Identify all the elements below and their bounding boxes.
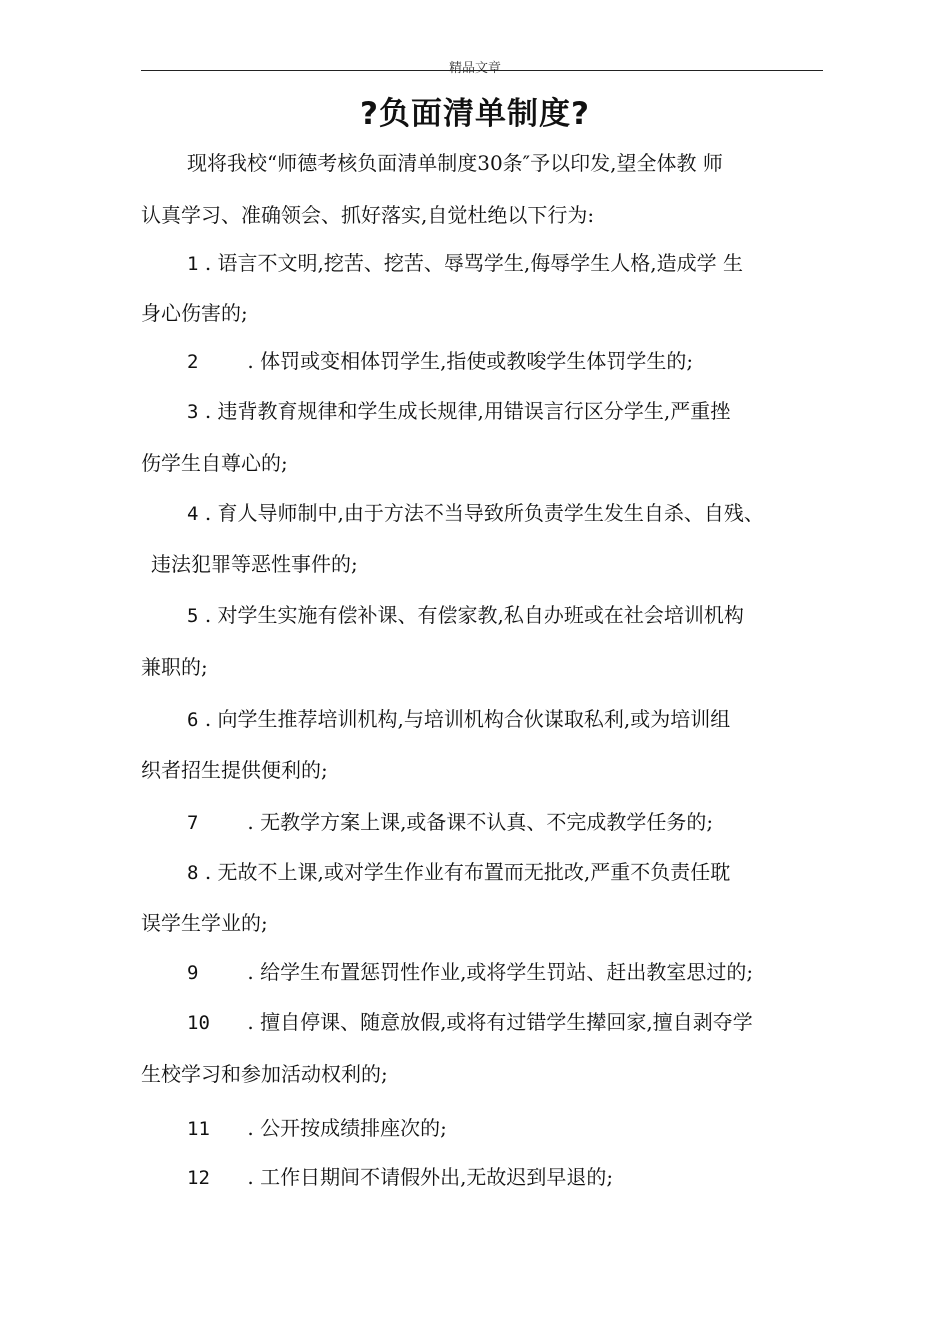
intro-line-1: 现将我校“师德考核负面清单制度30条″予以印发,望全体教 师	[187, 151, 723, 175]
item-text: . 无教学方案上课,或备课不认真、不完成教学任务的;	[247, 810, 714, 834]
item-number: 2	[187, 351, 199, 373]
list-item-7	[187, 809, 713, 836]
list-item-1	[187, 250, 743, 277]
list-item-4-cont: 违法犯罪等恶性事件的;	[151, 552, 358, 576]
list-item-11	[187, 1115, 447, 1142]
list-item-2	[187, 348, 693, 375]
item-text: . 给学生布置惩罚性作业,或将学生罚站、赶出教室思过的;	[247, 960, 754, 984]
list-item-3	[187, 398, 730, 425]
list-item-8	[187, 859, 730, 886]
item-number: 6	[187, 709, 199, 731]
item-text: . 无故不上课,或对学生作业有布置而无批改,严重不负责任耽	[204, 860, 731, 884]
item-text: . 对学生实施有偿补课、有偿家教,私自办班或在社会培训机构	[204, 603, 744, 627]
item-text: . 语言不文明,挖苦、挖苦、辱骂学生,侮辱学生人格,造成学 生	[204, 251, 743, 275]
item-number: 11	[187, 1118, 210, 1140]
list-item-5	[187, 602, 744, 629]
list-item-4	[187, 500, 764, 527]
list-item-8-cont: 误学生学业的;	[141, 911, 268, 935]
list-item-9	[187, 959, 753, 986]
item-number: 4	[187, 503, 199, 525]
item-number: 9	[187, 962, 199, 984]
list-item-10-cont: 生校学习和参加活动权利的;	[141, 1062, 388, 1086]
item-text: . 工作日期间不请假外出,无故迟到早退的;	[247, 1165, 614, 1189]
document-title: ?负面清单制度?	[360, 96, 590, 132]
item-text: . 体罚或变相体罚学生,指使或教唆学生体罚学生的;	[247, 349, 694, 373]
item-number: 7	[187, 812, 199, 834]
intro-line-2: 认真学习、准确领会、抓好落实,自觉杜绝以下行为:	[141, 203, 595, 227]
header-divider	[141, 70, 823, 71]
list-item-3-cont: 伤学生自尊心的;	[141, 451, 288, 475]
item-number: 8	[187, 862, 199, 884]
item-number: 10	[187, 1012, 210, 1034]
item-text: . 公开按成绩排座次的;	[247, 1116, 447, 1140]
item-number: 12	[187, 1167, 210, 1189]
page-header-text: 精品文章	[448, 61, 501, 76]
item-text: . 违背教育规律和学生成长规律,用错误言行区分学生,严重挫	[204, 399, 731, 423]
list-item-12	[187, 1164, 613, 1191]
item-number: 3	[187, 401, 199, 423]
list-item-1-cont: 身心伤害的;	[141, 301, 248, 325]
list-item-10	[187, 1009, 753, 1036]
list-item-5-cont: 兼职的;	[141, 655, 208, 679]
list-item-6-cont: 织者招生提供便利的;	[141, 758, 328, 782]
item-number: 1	[187, 253, 199, 275]
item-text: . 擅自停课、随意放假,或将有过错学生撵回家,擅自剥夺学	[247, 1010, 753, 1034]
item-number: 5	[187, 605, 199, 627]
item-text: . 向学生推荐培训机构,与培训机构合伙谋取私利,或为培训组	[204, 707, 731, 731]
item-text: . 育人导师制中,由于方法不当导致所负责学生发生自杀、自残、	[204, 501, 764, 525]
list-item-6	[187, 706, 730, 733]
